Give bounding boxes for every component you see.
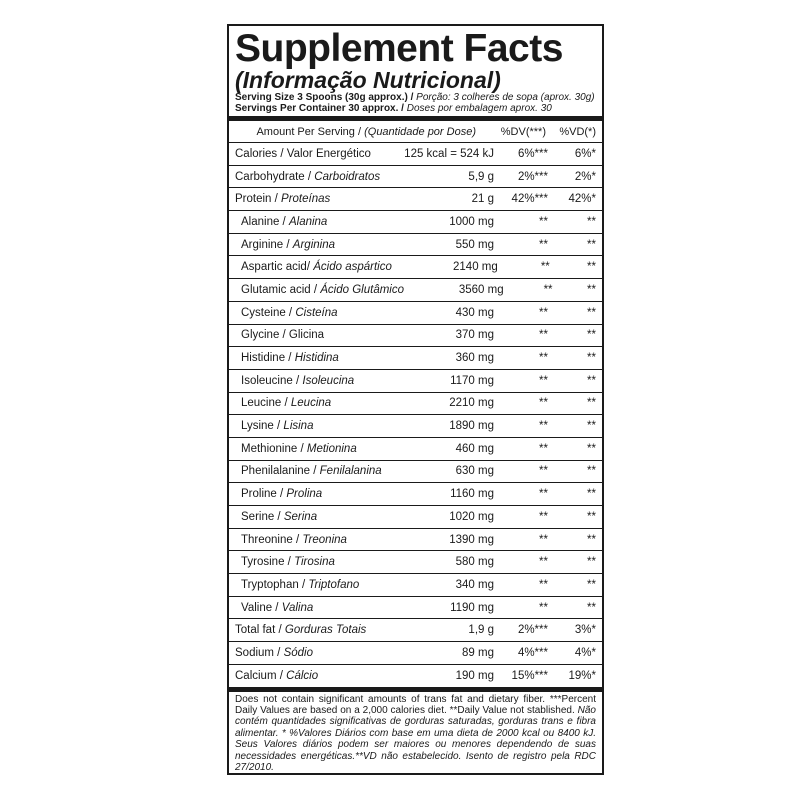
nutrient-vd: 3%* [574, 624, 596, 637]
nutrient-name [235, 216, 384, 228]
header-dv: %DV(***) [500, 125, 546, 138]
nutrient-name-pt: Valina [281, 601, 314, 614]
nutrient-name-en: Methionine / [241, 442, 304, 455]
nutrient-name-en: Sodium / [235, 646, 281, 659]
nutrient-vd: ** [587, 261, 596, 274]
nutrient-dv: ** [539, 556, 548, 569]
serving-size-en: Serving Size 3 Spoons (30g approx.) / [235, 92, 414, 103]
servings-per-container-en: Servings Per Container 30 approx. / [235, 103, 404, 114]
nutrient-name-en: Leucine / [241, 397, 288, 410]
nutrient-name [235, 171, 384, 183]
nutrient-vd: ** [587, 283, 596, 296]
nutrient-name-pt: Serina [283, 510, 318, 523]
header-amount-en: Amount Per Serving / [256, 125, 362, 138]
nutrient-name [235, 443, 384, 455]
nutrient-vd: ** [587, 352, 596, 365]
nutrient-name [235, 488, 384, 500]
nutrient-quantity: 630 mg [455, 465, 494, 478]
footnote-pt: Não contém quantidades significativas de gorduras saturadas, gorduras trans e fibra alimentar. * %Valores Diários com base em uma dieta de 2000 kcal ou 8400 kJ. Seus Valores diários podem ser maiores ou menores dependendo de suas necessidades energéticas.**VD não estabelecido. Isento de registro pela RDC 27/2010. [235, 704, 596, 773]
nutrient-row [229, 482, 602, 505]
supplement-facts-panel [227, 24, 604, 775]
label-subtitle: (Informação Nutricional) [235, 67, 501, 93]
nutrient-quantity: 125 kcal = 524 kJ [404, 147, 494, 160]
nutrient-name-pt: Isoleucina [302, 374, 355, 387]
nutrient-dv: ** [539, 533, 548, 546]
servings-per-container-line [235, 103, 596, 114]
nutrient-dv: ** [539, 510, 548, 523]
nutrient-name-pt: Carboidratos [314, 170, 381, 183]
nutrient-row [229, 142, 602, 165]
nutrient-name-en: Carbohydrate / [235, 170, 312, 183]
nutrient-name-en: Glycine / Glicina [241, 329, 325, 342]
nutrient-name-pt: Histidina [294, 352, 339, 365]
nutrient-row [229, 505, 602, 528]
nutrient-row [229, 165, 602, 188]
nutrient-dv: ** [539, 465, 548, 478]
nutrient-quantity: 1890 mg [449, 420, 494, 433]
nutrient-name [235, 352, 384, 364]
nutrient-name-en: Aspartic acid/ [241, 261, 311, 274]
nutrient-dv: 6%*** [517, 147, 548, 160]
nutrient-name-en: Histidine / [241, 352, 292, 365]
footnote-en: Does not contain significant amounts of trans fat and dietary fiber. ***Percent Daily Values are based on a 2,000 calories diet. **Daily Value not stablished. [235, 693, 596, 716]
nutrient-dv: ** [539, 215, 548, 228]
nutrient-name-pt: Sódio [283, 646, 314, 659]
nutrient-row [229, 324, 602, 347]
nutrient-row [229, 392, 602, 415]
nutrient-name-pt: Triptofano [308, 578, 360, 591]
nutrient-name [235, 465, 384, 477]
nutrient-quantity: 360 mg [455, 352, 494, 365]
nutrient-name-pt: Tirosina [294, 556, 335, 569]
nutrient-name [235, 420, 384, 432]
nutrient-row [229, 369, 602, 392]
nutrient-vd: ** [587, 306, 596, 319]
nutrient-name-en: Glutamic acid / [241, 283, 318, 296]
serving-size-pt: Porção: 3 colheres de sopa (aprox. 30g) [416, 92, 595, 103]
nutrient-name-en: Cysteine / [241, 306, 293, 319]
nutrient-vd: 4%* [574, 646, 596, 659]
nutrient-dv: 2%*** [517, 170, 548, 183]
nutrient-name-pt: Treonina [302, 533, 347, 546]
footnote [235, 694, 596, 774]
nutrient-vd: ** [587, 510, 596, 523]
serving-size-line [235, 92, 596, 103]
nutrient-name-en: Lysine / [241, 420, 281, 433]
nutrient-quantity: 340 mg [455, 578, 494, 591]
nutrient-name-en: Serine / [241, 510, 281, 523]
nutrient-name-en: Isoleucine / [241, 374, 300, 387]
nutrient-dv: ** [539, 397, 548, 410]
nutrient-name-en: Protein / [235, 193, 278, 206]
nutrient-quantity: 430 mg [455, 306, 494, 319]
nutrient-name-en: Tyrosine / [241, 556, 291, 569]
nutrient-dv: ** [543, 283, 553, 296]
header-vd: %VD(*) [559, 125, 596, 138]
nutrient-vd: ** [587, 215, 596, 228]
nutrient-vd: ** [587, 397, 596, 410]
nutrient-name-pt: Alanina [288, 215, 328, 228]
nutrient-row [229, 573, 602, 596]
nutrient-dv: ** [539, 488, 548, 501]
nutrient-dv: 4%*** [517, 646, 548, 659]
nutrient-vd: 6%* [574, 147, 596, 160]
nutrient-name-pt: Cálcio [286, 669, 319, 682]
nutrient-row [229, 618, 602, 641]
nutrient-quantity: 1020 mg [449, 510, 494, 523]
nutrient-quantity: 1390 mg [449, 533, 494, 546]
nutrient-name [235, 239, 384, 251]
nutrient-dv: ** [539, 306, 548, 319]
nutrient-name-en: Alanine / [241, 215, 286, 228]
nutrient-name-en: Arginine / [241, 238, 290, 251]
nutrient-dv: ** [539, 352, 548, 365]
nutrient-name [235, 534, 384, 546]
nutrient-dv: ** [539, 374, 548, 387]
nutrient-vd: ** [587, 601, 596, 614]
header-amount-pt: (Quantidade por Dose) [364, 125, 476, 138]
label-title: Supplement Facts [235, 27, 563, 70]
nutrient-name [235, 647, 384, 659]
nutrient-name [235, 148, 384, 160]
nutrient-row [229, 596, 602, 619]
nutrient-name-pt: Proteínas [281, 193, 331, 206]
nutrient-dv: 42%*** [511, 193, 548, 206]
nutrient-dv: 15%*** [511, 669, 548, 682]
nutrient-quantity: 580 mg [455, 556, 494, 569]
nutrient-name [235, 261, 392, 273]
nutrient-name-pt: Fenilalanina [319, 465, 382, 478]
nutrient-quantity: 5,9 g [468, 170, 494, 183]
nutrient-name [235, 670, 384, 682]
nutrient-vd: ** [587, 556, 596, 569]
nutrient-name-en: Calories / Valor Energético [235, 147, 371, 160]
nutrient-quantity: 3560 mg [458, 283, 504, 296]
nutrient-name-en: Proline / [241, 488, 284, 501]
nutrient-row [229, 414, 602, 437]
nutrient-vd: ** [587, 420, 596, 433]
nutrient-vd: ** [587, 238, 596, 251]
nutrient-quantity: 550 mg [455, 238, 494, 251]
table-header [235, 121, 596, 142]
nutrient-table [235, 142, 596, 687]
nutrient-name-pt: Cisteína [295, 306, 338, 319]
nutrient-name [235, 624, 384, 636]
nutrient-row [229, 255, 602, 278]
nutrient-row [229, 278, 602, 301]
nutrient-dv: ** [539, 578, 548, 591]
nutrient-vd: ** [587, 488, 596, 501]
thick-divider-bottom [229, 687, 602, 692]
nutrient-row [229, 528, 602, 551]
header-amount [235, 126, 496, 138]
nutrient-name-en: Valine / [241, 601, 279, 614]
nutrient-name-pt: Lisina [283, 420, 314, 433]
nutrient-name [235, 329, 384, 341]
nutrient-vd: ** [587, 329, 596, 342]
nutrient-vd: 19%* [568, 669, 596, 682]
nutrient-row [229, 437, 602, 460]
nutrient-name-pt: Arginina [292, 238, 335, 251]
nutrient-name-pt: Leucina [290, 397, 332, 410]
nutrient-name-en: Threonine / [241, 533, 300, 546]
nutrient-vd: 42%* [568, 193, 596, 206]
nutrient-row [229, 233, 602, 256]
nutrient-name-pt: Gorduras Totais [284, 624, 367, 637]
nutrient-dv: ** [540, 261, 550, 274]
nutrient-quantity: 89 mg [462, 646, 494, 659]
nutrient-quantity: 21 g [471, 193, 494, 206]
nutrient-quantity: 1000 mg [449, 215, 494, 228]
nutrient-quantity: 190 mg [455, 669, 494, 682]
nutrient-name [235, 397, 384, 409]
nutrient-name-en: Tryptophan / [241, 578, 306, 591]
nutrient-quantity: 1160 mg [450, 488, 494, 501]
nutrient-quantity: 2140 mg [453, 261, 498, 274]
nutrient-quantity: 460 mg [455, 442, 494, 455]
nutrient-vd: 2%* [574, 170, 596, 183]
nutrient-name [235, 556, 384, 568]
nutrient-vd: ** [587, 578, 596, 591]
nutrient-row [229, 550, 602, 573]
nutrient-name-en: Calcium / [235, 669, 283, 682]
nutrient-name [235, 511, 384, 523]
nutrient-name-pt: Ácido Glutâmico [320, 283, 404, 296]
nutrient-row [229, 460, 602, 483]
nutrient-row [229, 664, 602, 687]
nutrient-dv: ** [539, 238, 548, 251]
nutrient-vd: ** [587, 374, 596, 387]
nutrient-name [235, 375, 384, 387]
nutrient-row [229, 301, 602, 324]
nutrient-dv: ** [539, 329, 548, 342]
nutrient-name-en: Phenilalanine / [241, 465, 317, 478]
nutrient-name [235, 307, 384, 319]
nutrient-row [229, 210, 602, 233]
nutrient-name [235, 193, 384, 205]
nutrient-dv: ** [539, 601, 548, 614]
nutrient-row [229, 641, 602, 664]
nutrient-quantity: 1,9 g [468, 624, 494, 637]
nutrient-quantity: 1190 mg [450, 601, 494, 614]
nutrient-row [229, 187, 602, 210]
nutrient-name [235, 602, 384, 614]
servings-per-container-pt: Doses por embalagem aprox. 30 [406, 103, 552, 114]
nutrient-quantity: 1170 mg [450, 374, 494, 387]
nutrient-dv: ** [539, 420, 548, 433]
nutrient-name [235, 284, 404, 296]
nutrient-name [235, 579, 384, 591]
nutrient-row [229, 346, 602, 369]
nutrient-vd: ** [587, 442, 596, 455]
nutrient-vd: ** [587, 533, 596, 546]
nutrient-name-pt: Ácido aspártico [313, 261, 392, 274]
nutrient-name-pt: Metionina [306, 442, 357, 455]
nutrient-dv: ** [539, 442, 548, 455]
nutrient-quantity: 2210 mg [449, 397, 494, 410]
nutrient-quantity: 370 mg [455, 329, 494, 342]
nutrient-vd: ** [587, 465, 596, 478]
nutrient-dv: 2%*** [517, 624, 548, 637]
nutrient-name-en: Total fat / [235, 624, 282, 637]
nutrient-name-pt: Prolina [286, 488, 323, 501]
